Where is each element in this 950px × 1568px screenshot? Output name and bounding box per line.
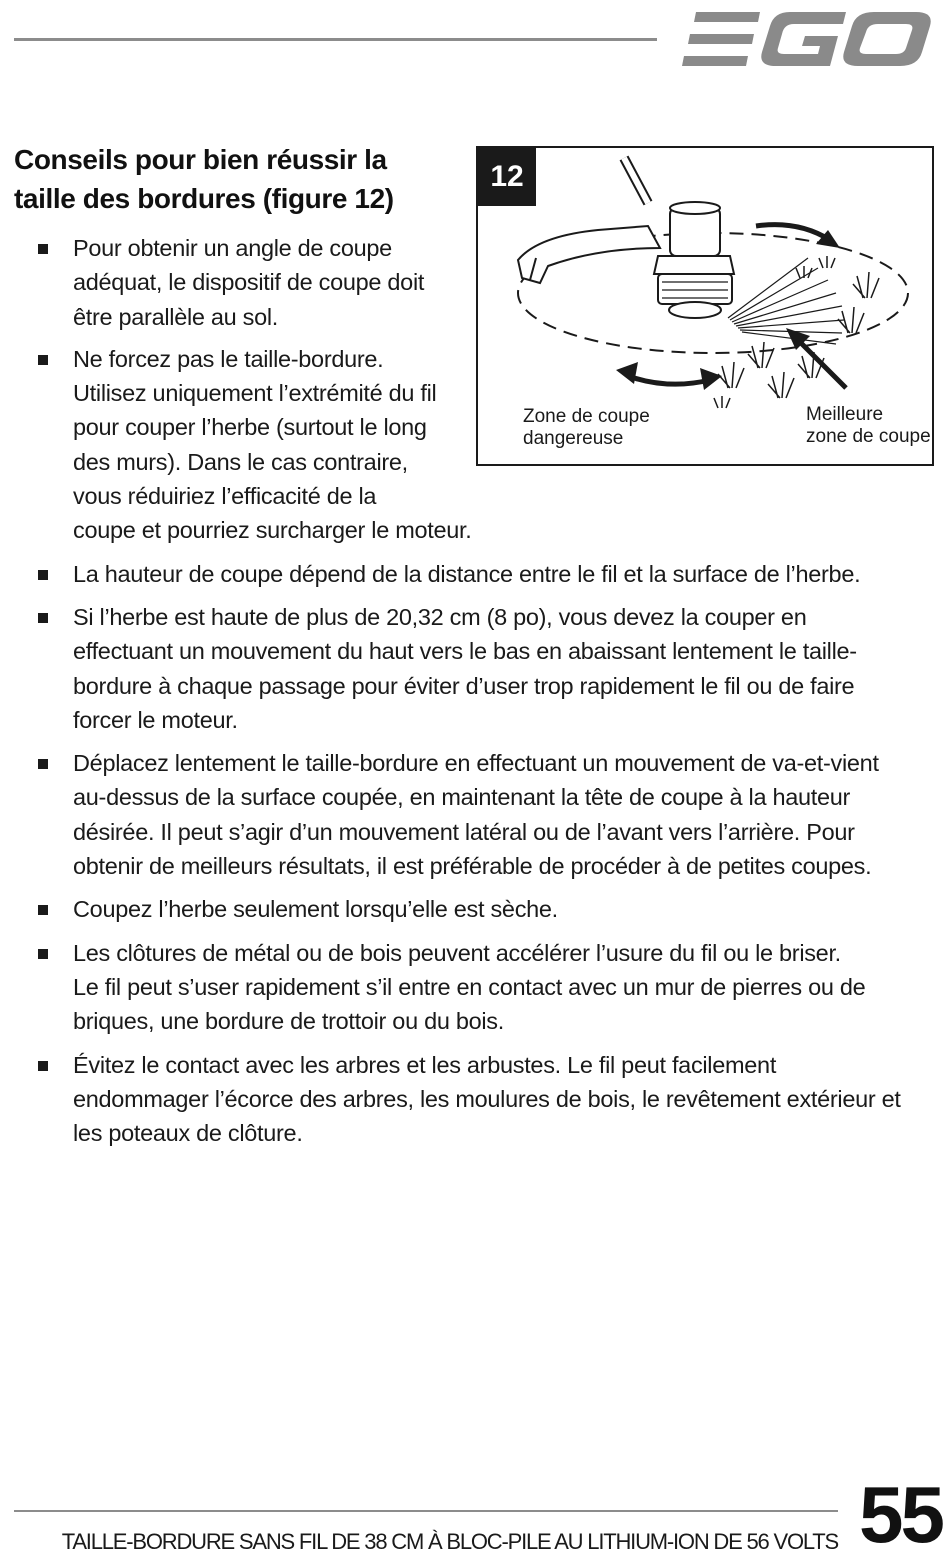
footer-title: TAILLE-BORDURE SANS FIL DE 38 CM À BLOC-PILE AU LITHIUM-ION DE 56 VOLTS	[61, 1529, 838, 1554]
list-item: Ne forcez pas le taille-bordure. Utilisez uniquement l’extrémité du fil pour couper l’herbe (surtout le long des murs). Dans le cas contraire, vous réduiriez l’efficacité de la coupe et pourriez surcharger le moteur.	[36, 342, 513, 548]
list-item: La hauteur de coupe dépend de la distance entre le fil et la surface de l’herbe.	[36, 557, 943, 591]
best-zone-hatching	[728, 258, 844, 344]
header-rule	[14, 38, 657, 41]
section-title	[14, 140, 454, 218]
figure-12	[476, 146, 934, 466]
footer-rule	[14, 1510, 838, 1512]
title-line-1: Conseils pour bien réussir la	[14, 144, 387, 175]
list-item: Coupez l’herbe seulement lorsqu’elle est sèche.	[36, 892, 950, 926]
list-item: Évitez le contact avec les arbres et les arbustes. Le fil peut facilement endommager l’écorce des arbres, les moulures de bois, le revêtement extérieur et les poteaux de clôture.	[36, 1048, 950, 1151]
label-best-zone: Meilleure zone de coupe	[806, 404, 931, 447]
list-item: Déplacez lentement le taille-bordure en effectuant un mouvement de va-et-vient au-dessus de la surface coupée, en maintenant la tête de coupe à la hauteur désirée. Il peut s’agir d’un mouvement latéral ou de l’avant vers l’arrière. Pour obtenir de meilleurs résultats, il est préférable de procéder à de petites coupes.	[36, 746, 950, 883]
list-item: Si l’herbe est haute de plus de 20,32 cm (8 po), vous devez la couper en effectuant un mouvement du haut vers le bas en abaissant lentement le taille- bordure à chaque passage pour éviter d’user trop rapidement le fil ou de faire forcer le moteur.	[36, 600, 943, 737]
page-number: 55	[859, 1470, 942, 1559]
ego-logo	[678, 8, 936, 70]
title-line-2: taille des bordures (figure 12)	[14, 183, 394, 214]
figure-number: 12	[478, 148, 536, 206]
list-item: Pour obtenir un angle de coupe adéquat, le dispositif de coupe doit être parallèle au sol.	[36, 231, 493, 334]
list-item: Les clôtures de métal ou de bois peuvent accélérer l’usure du fil ou le briser. Le fil peut s’user rapidement s’il entre en contact avec un mur de pierres ou de briques, une bordure de trottoir ou du bois.	[36, 936, 950, 1039]
label-danger-zone: Zone de coupe dangereuse	[523, 406, 650, 449]
